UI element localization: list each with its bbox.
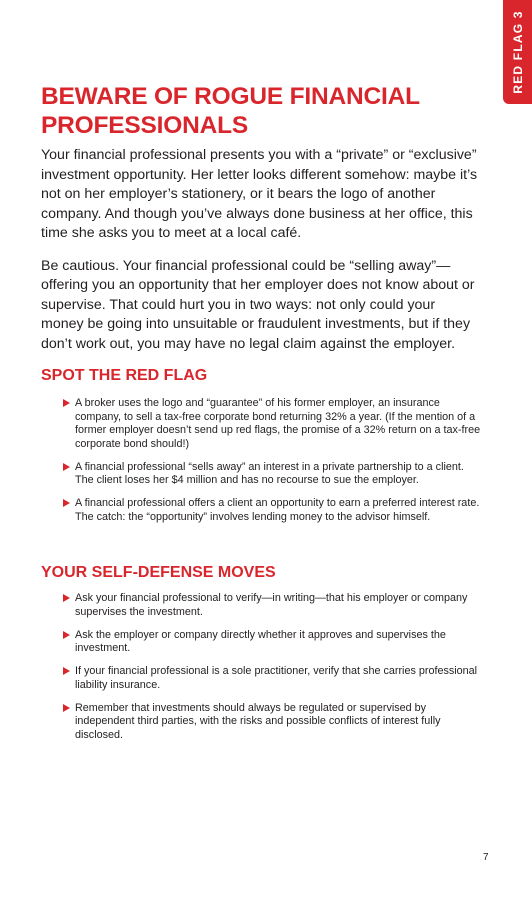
bullet-triangle-icon bbox=[63, 399, 70, 407]
intro-paragraph: Your financial professional presents you with a “private” or “exclusive” investment opportunity. Her letter looks different somehow: maybe it’s not on her employer’s stationery, or it bears the logo of another company. And though you’ve always done business at her office, this time she asks you to meet at a local café. bbox=[41, 147, 478, 241]
page-number: 7 bbox=[483, 852, 489, 863]
spot-the-red-flag-section bbox=[41, 366, 481, 534]
red-flag-tab bbox=[503, 0, 532, 104]
self-defense-section bbox=[41, 563, 481, 752]
red-flag-tab-label: RED FLAG 3 bbox=[510, 10, 525, 94]
list-item: A financial professional offers a client an opportunity to earn a preferred interest rate. The catch: the “opportunity” involves lending money to the advisor himself. bbox=[41, 497, 481, 524]
list-item: Ask your financial professional to verify—in writing—that his employer or company supervises the investment. bbox=[41, 592, 481, 619]
list-item: A broker uses the logo and “guarantee” of his former employer, an insurance company, to sell a tax-free corporate bond returning 32% a year. (If the mention of a former employer doesn’t send up red flags, the promise of a 32% return on a tax-free corporate bond should!) bbox=[41, 397, 481, 451]
bullet-triangle-icon bbox=[63, 499, 70, 507]
bullet-triangle-icon bbox=[63, 704, 70, 712]
bullet-triangle-icon bbox=[63, 667, 70, 675]
list-item: A financial professional “sells away” an interest in a private partnership to a client. The client loses her $4 million and has no recourse to sue the employer. bbox=[41, 461, 481, 488]
list-item: If your financial professional is a sole practitioner, verify that she carries professional liability insurance. bbox=[41, 665, 481, 692]
list-item: Remember that investments should always be regulated or supervised by independent third parties, with the risks and possible conflicts of interest fully disclosed. bbox=[41, 702, 481, 743]
intro-paragraph: Be cautious. Your financial professional could be “selling away”—offering you an opportunity that her employer does not know about or supervise. That could hurt you in two ways: not only could your money be going into unsuitable or fraudulent investments, but if they don’t work out, you may have no legal claim against the employer. bbox=[41, 257, 475, 352]
bullet-triangle-icon bbox=[63, 463, 70, 471]
red-flag-list bbox=[41, 397, 481, 524]
self-defense-list bbox=[41, 592, 481, 742]
page-title: BEWARE OF ROGUE FINANCIAL PROFESSIONALS bbox=[41, 83, 420, 139]
bullet-triangle-icon bbox=[63, 631, 70, 639]
section-heading: YOUR SELF-DEFENSE MOVES bbox=[41, 564, 276, 581]
section-heading: SPOT THE RED FLAG bbox=[41, 367, 208, 384]
bullet-triangle-icon bbox=[63, 594, 70, 602]
list-item: Ask the employer or company directly whether it approves and supervises the investment. bbox=[41, 629, 481, 656]
intro-text bbox=[41, 146, 481, 367]
